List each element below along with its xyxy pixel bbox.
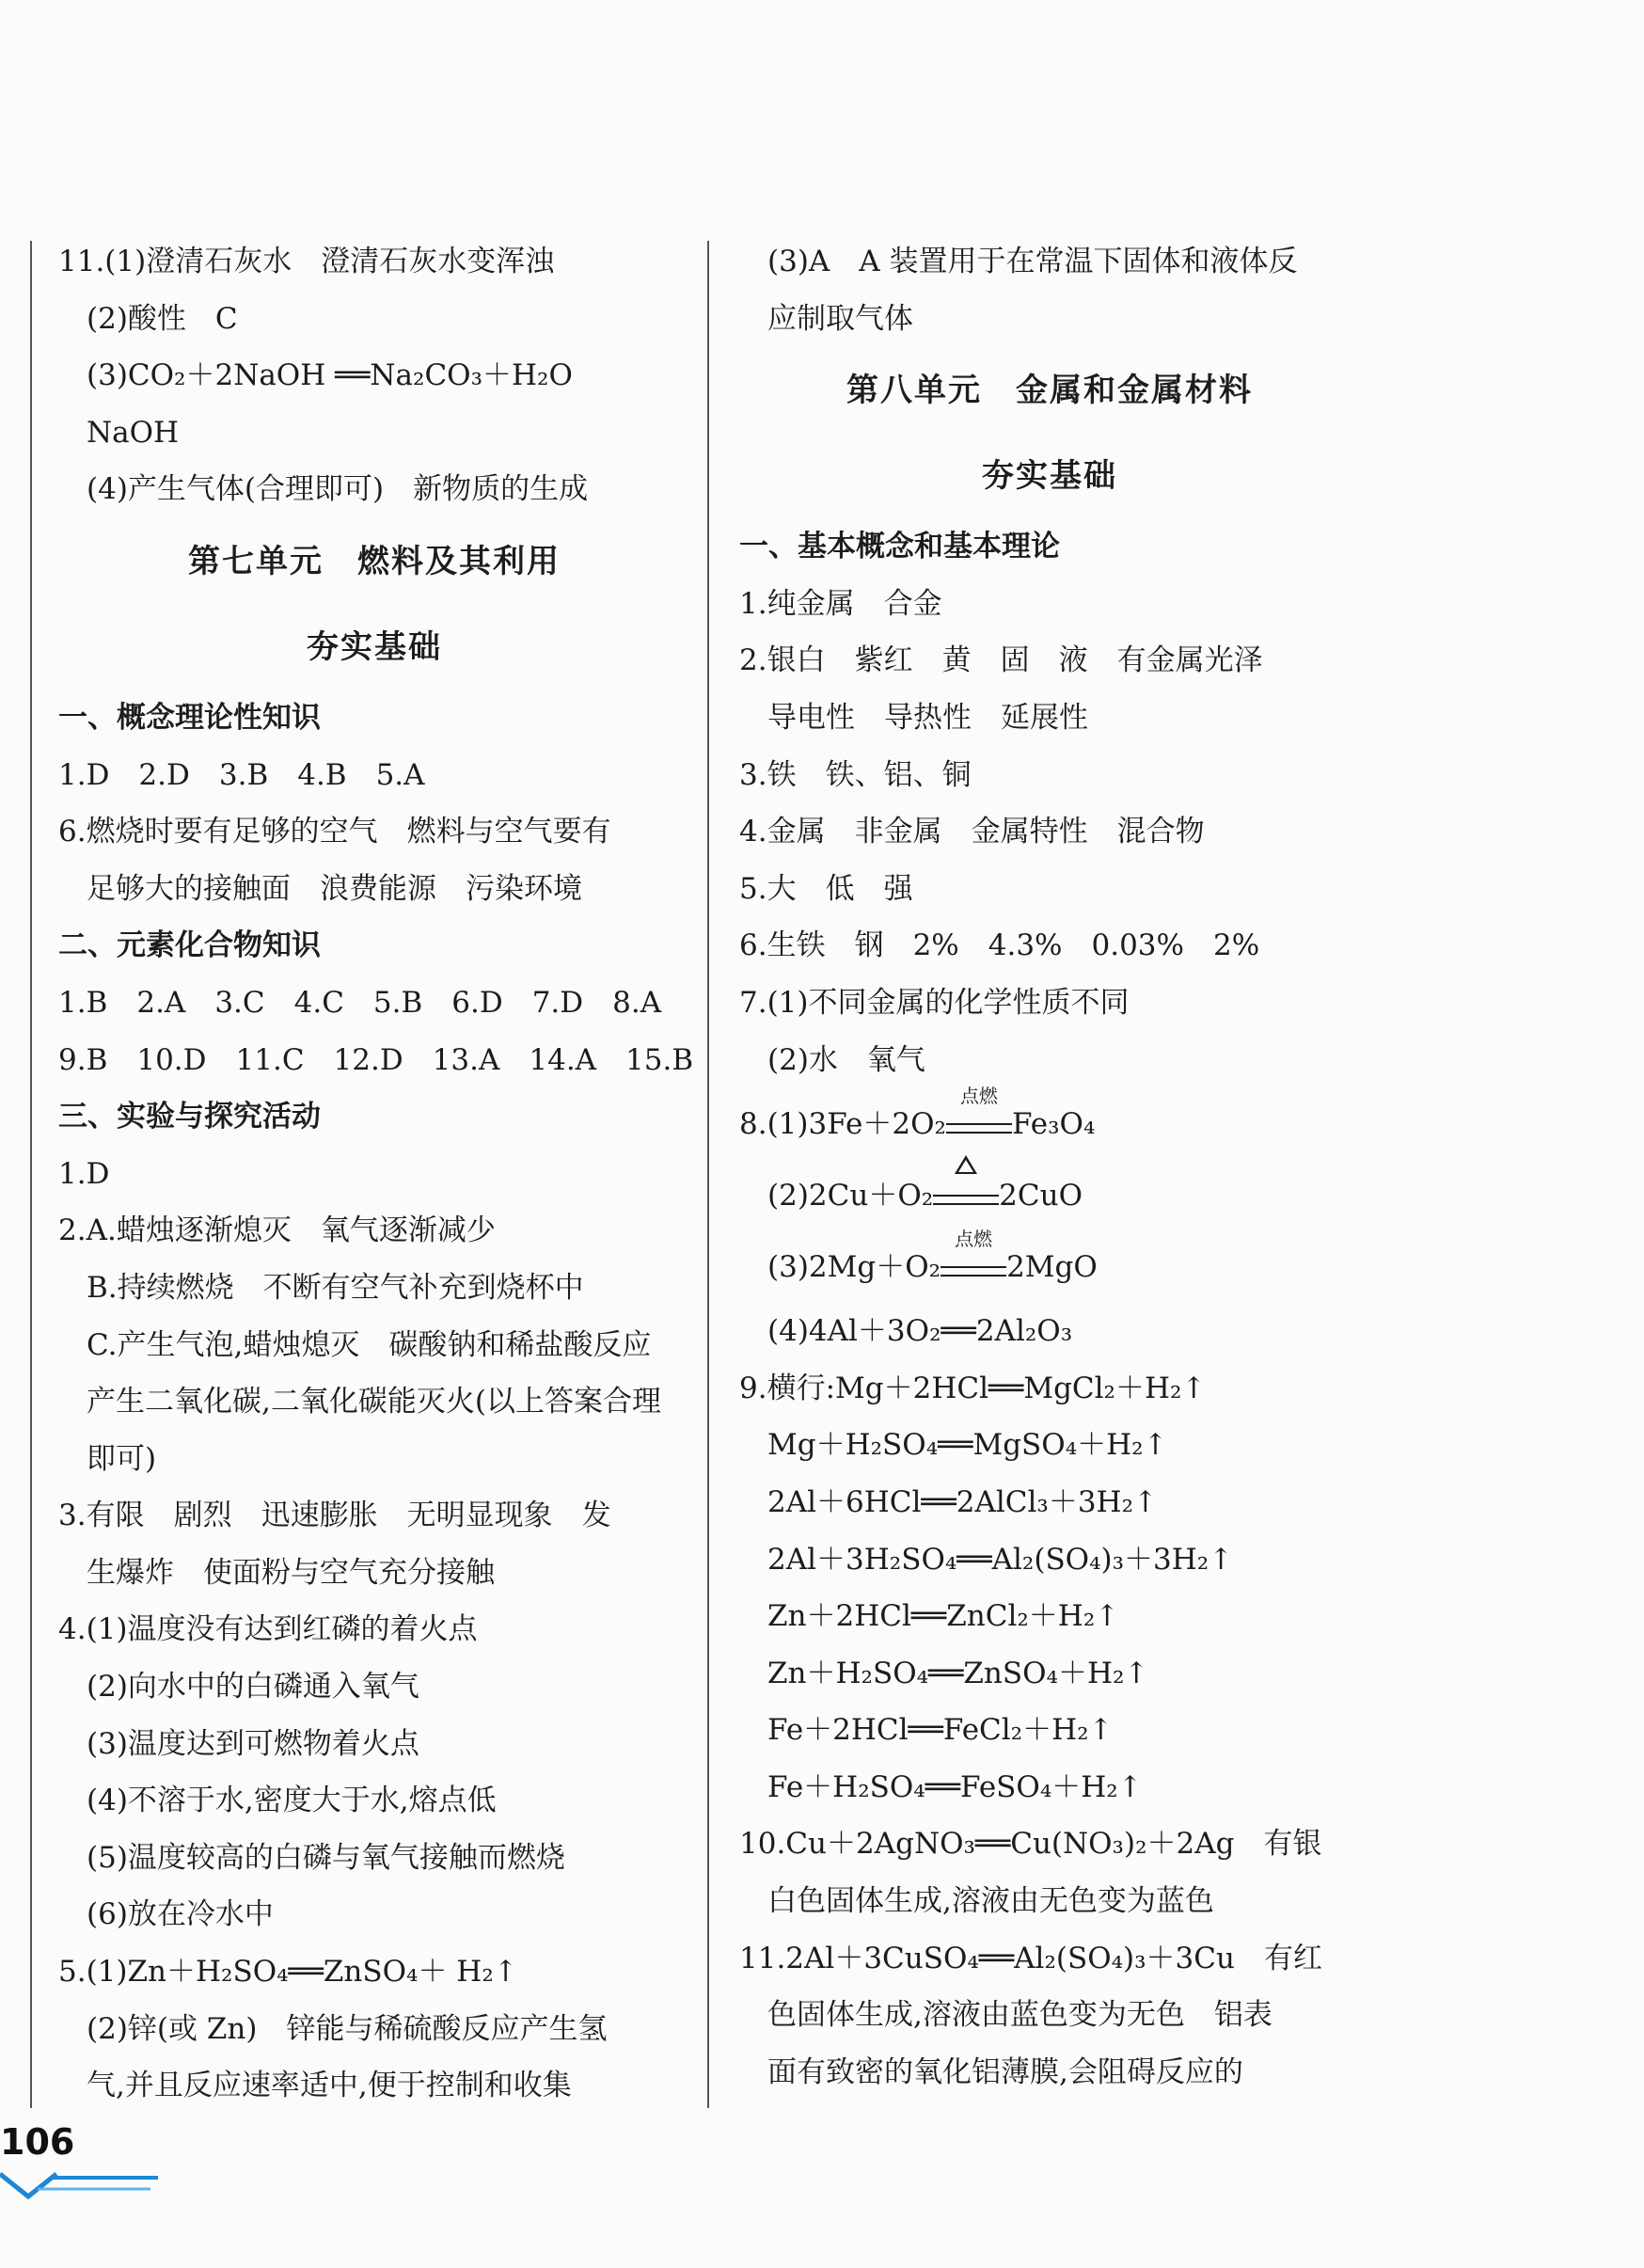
answer-line: 白色固体生成,溶液由无色变为蓝色 — [767, 1884, 1214, 1919]
reaction-condition: 点燃 — [955, 1228, 993, 1251]
right-column — [739, 233, 1360, 2101]
answer-line: (2)水 氧气 — [767, 1042, 925, 1077]
answer-line: Mg＋H₂SO₄══MgSO₄＋H₂↑ — [767, 1428, 1168, 1463]
answer-line: Zn＋2HCl══ZnCl₂＋H₂↑ — [767, 1599, 1120, 1634]
answer-line: (2)酸性 C — [87, 301, 238, 336]
answer-line: 7.(1)不同金属的化学性质不同 — [739, 985, 1130, 1020]
section-heading: 二、元素化合物知识 — [58, 928, 321, 963]
footer-chevron-icon — [0, 2168, 160, 2206]
section-heading: 一、概念理论性知识 — [58, 700, 321, 735]
answer-line: B.持续燃烧 不断有空气补充到烧杯中 — [87, 1270, 584, 1305]
reaction-condition: 点燃 — [959, 1085, 998, 1108]
answer-line: 1.D — [58, 1156, 110, 1191]
equation-line — [739, 1085, 1360, 1160]
answer-line: 气,并且反应速率适中,便于控制和收集 — [87, 2069, 572, 2103]
answer-line: C.产生气泡,蜡烛熄灭 碳酸钠和稀盐酸反应 — [87, 1327, 652, 1362]
answer-line: 2Al＋6HCl══2AlCl₃＋3H₂↑ — [767, 1484, 1158, 1519]
unit-title: 第八单元 金属和金属材料 — [846, 372, 1253, 410]
answer-line: 6.燃烧时要有足够的空气 燃料与空气要有 — [58, 815, 611, 849]
answer-line: Fe＋2HCl══FeCl₂＋H₂↑ — [767, 1713, 1114, 1748]
answer-line: 2.A.蜡烛逐渐熄灭 氧气逐渐减少 — [58, 1213, 496, 1248]
answer-line: 1.D 2.D 3.B 4.B 5.A — [58, 757, 425, 792]
answer-line: (5)温度较高的白磷与氧气接触而燃烧 — [87, 1840, 565, 1875]
equation-products: 2MgO — [1006, 1250, 1098, 1285]
column-divider — [707, 241, 709, 2108]
section-heading: 一、基本概念和基本理论 — [739, 530, 1060, 564]
answer-line: 1.B 2.A 3.C 4.C 5.B 6.D 7.D 8.A — [58, 985, 662, 1020]
answer-line: 9.横行:Mg＋2HCl══MgCl₂＋H₂↑ — [739, 1371, 1207, 1405]
section-subtitle: 夯实基础 — [307, 627, 442, 666]
answer-line: 5.(1)Zn＋H₂SO₄══ZnSO₄＋ H₂↑ — [58, 1955, 518, 1990]
answer-line: (3)温度达到可燃物着火点 — [87, 1726, 419, 1761]
answer-line: (4)不溶于水,密度大于水,熔点低 — [87, 1784, 497, 1818]
answer-line: (2)向水中的白磷通入氧气 — [87, 1670, 419, 1705]
answer-line: Fe＋H₂SO₄══FeSO₄＋H₂↑ — [767, 1769, 1143, 1804]
heat-triangle-icon — [955, 1155, 977, 1174]
answer-line: 6.生铁 钢 2% 4.3% 0.03% 2% — [739, 928, 1260, 963]
answer-line: 1.纯金属 合金 — [739, 586, 942, 621]
equation-products: Fe₃O₄ — [1011, 1107, 1096, 1142]
answer-line: 面有致密的氧化铝薄膜,会阻碍反应的 — [767, 2054, 1243, 2089]
answer-line: (3)CO₂＋2NaOH ══Na₂CO₃＋H₂O — [87, 358, 573, 393]
answer-line: 产生二氧化碳,二氧化碳能灭火(以上答案合理 — [87, 1385, 661, 1419]
equation-products: 2CuO — [999, 1179, 1083, 1213]
equation-reactants: 8.(1)3Fe＋2O₂ — [739, 1107, 946, 1142]
section-heading: 三、实验与探究活动 — [58, 1100, 321, 1134]
answer-line: 5.大 低 强 — [739, 871, 913, 906]
answer-line: 4.金属 非金属 金属特性 混合物 — [739, 815, 1205, 849]
answer-line: 11.2Al＋3CuSO₄══Al₂(SO₄)₃＋3Cu 有红 — [739, 1941, 1322, 1975]
answer-line: 应制取气体 — [767, 301, 913, 336]
answer-line: (4)4Al＋3O₂══2Al₂O₃ — [767, 1314, 1073, 1349]
answer-line: 10.Cu＋2AgNO₃══Cu(NO₃)₂＋2Ag 有银 — [739, 1827, 1322, 1862]
answer-line: 生爆炸 使面粉与空气充分接触 — [87, 1555, 495, 1590]
left-column — [58, 233, 694, 2115]
answer-line: 色固体生成,溶液由蓝色变为无色 铝表 — [767, 1998, 1273, 2033]
answer-line: 导电性 导热性 延展性 — [767, 700, 1088, 735]
answer-line: 足够大的接触面 浪费能源 污染环境 — [87, 871, 582, 906]
equation-line — [739, 1160, 1360, 1231]
section-subtitle: 夯实基础 — [982, 457, 1117, 496]
answer-line: 2Al＋3H₂SO₄══Al₂(SO₄)₃＋3H₂↑ — [767, 1542, 1234, 1577]
answer-line: 9.B 10.D 11.C 12.D 13.A 14.A 15.B — [58, 1042, 694, 1077]
answer-line: NaOH — [87, 415, 180, 450]
answer-line: 2.银白 紫红 黄 固 液 有金属光泽 — [739, 643, 1263, 678]
answer-line: 3.有限 剧烈 迅速膨胀 无明显现象 发 — [58, 1499, 611, 1533]
equation-reactants: (2)2Cu＋O₂ — [767, 1179, 934, 1213]
answer-line: 11.(1)澄清石灰水 澄清石灰水变浑浊 — [58, 245, 555, 278]
reaction-arrow — [946, 1085, 1012, 1134]
answer-line: Zn＋H₂SO₄══ZnSO₄＋H₂↑ — [767, 1656, 1149, 1690]
left-margin-rule — [30, 241, 32, 2108]
reaction-arrow — [933, 1178, 999, 1205]
page-number: 106 — [0, 2121, 75, 2163]
unit-title: 第七单元 燃料及其利用 — [188, 542, 561, 580]
equation-reactants: (3)2Mg＋O₂ — [767, 1250, 941, 1285]
answer-line: (2)锌(或 Zn) 锌能与稀硫酸反应产生氢 — [87, 2011, 608, 2046]
answer-line: 即可) — [87, 1441, 157, 1476]
answer-line: (6)放在冷水中 — [87, 1897, 274, 1932]
reaction-arrow — [941, 1228, 1006, 1277]
answer-line: (4)产生气体(合理即可) 新物质的生成 — [87, 472, 589, 507]
answer-line: 3.铁 铁、铝、铜 — [739, 757, 972, 792]
equation-line — [739, 1228, 1360, 1303]
answer-line: 4.(1)温度没有达到红磷的着火点 — [58, 1612, 478, 1647]
answer-line: (3)A A 装置用于在常温下固体和液体反 — [767, 245, 1298, 278]
